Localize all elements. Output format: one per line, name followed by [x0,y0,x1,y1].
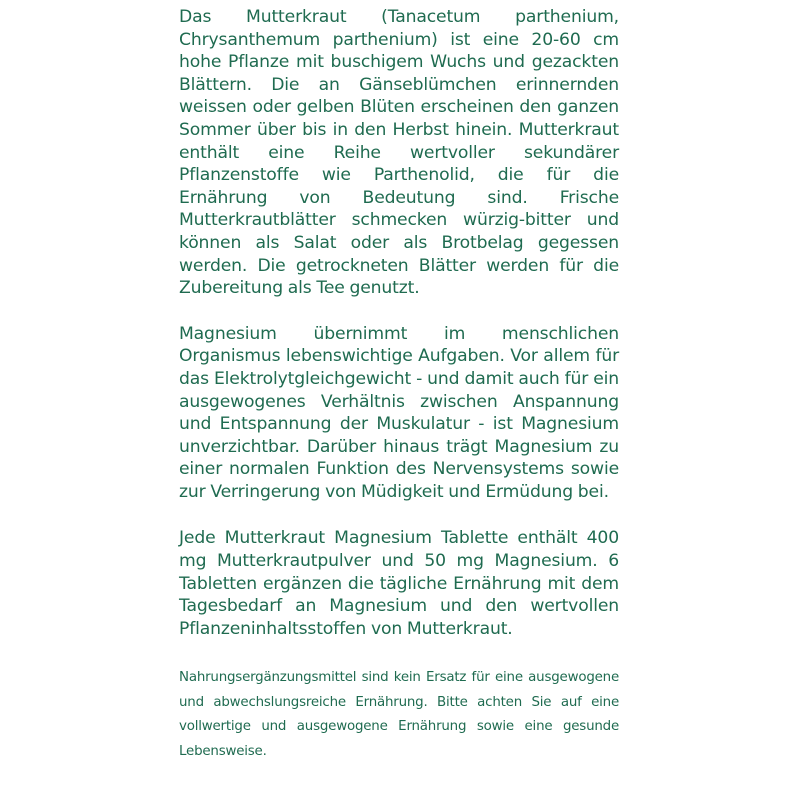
disclaimer-text: Nahrungsergänzungsmittel sind kein Ersatz für eine ausgewogene und abwechslungsreiche Ernährung. Bitte achten Sie auf eine vollwertige und ausgewogene Ernährung sowie eine gesunde Lebensweise. [179,670,619,759]
paragraph-tablet-contents: Jede Mutterkraut Magnesium Tablette enthält 400 mg Mutterkrautpulver und 50 mg Magnesium. 6 Tabletten ergänzen die tägliche Ernährung mit dem Tagesbedarf an Magnesium und den wertvollen Pflanzeninhaltsstoffen von Mutterkraut. [179,528,619,639]
paragraph-magnesium: Magnesium übernimmt im menschlichen Organismus lebenswichtige Aufgaben. Vor allem für das Elektrolytgleichgewicht - und damit auch für ein ausgewogenes Verhältnis zwischen Anspannung und Entspannung der Muskulatur - ist Magnesium unverzichtbar. Darüber hinaus trägt Magnesium zu einer normalen Funktion des Nervensystems sowie zur Verringerung von Müdigkeit und Ermüdung bei. [179,323,619,502]
product-description [179,6,619,764]
paragraph-mutterkraut: Das Mutterkraut (Tanacetum parthenium, Chrysanthemum parthenium) ist eine 20-60 cm hohe Pflanze mit buschigem Wuchs und gezackten Blättern. Die an Gänseblümchen erinnernden weissen oder gelben Blüten erscheinen den ganzen Sommer über bis in den Herbst hinein. Mutterkraut enthält eine Reihe wertvoller sekundärer Pflanzenstoffe wie Parthenolid, die für die Ernährung von Bedeutung sind. Frische Mutterkrautblätter schmecken würzig-bitter und können als Salat oder als Brotbelag gegessen werden. Die getrockneten Blätter werden für die Zubereitung als Tee genutzt. [179,7,619,299]
